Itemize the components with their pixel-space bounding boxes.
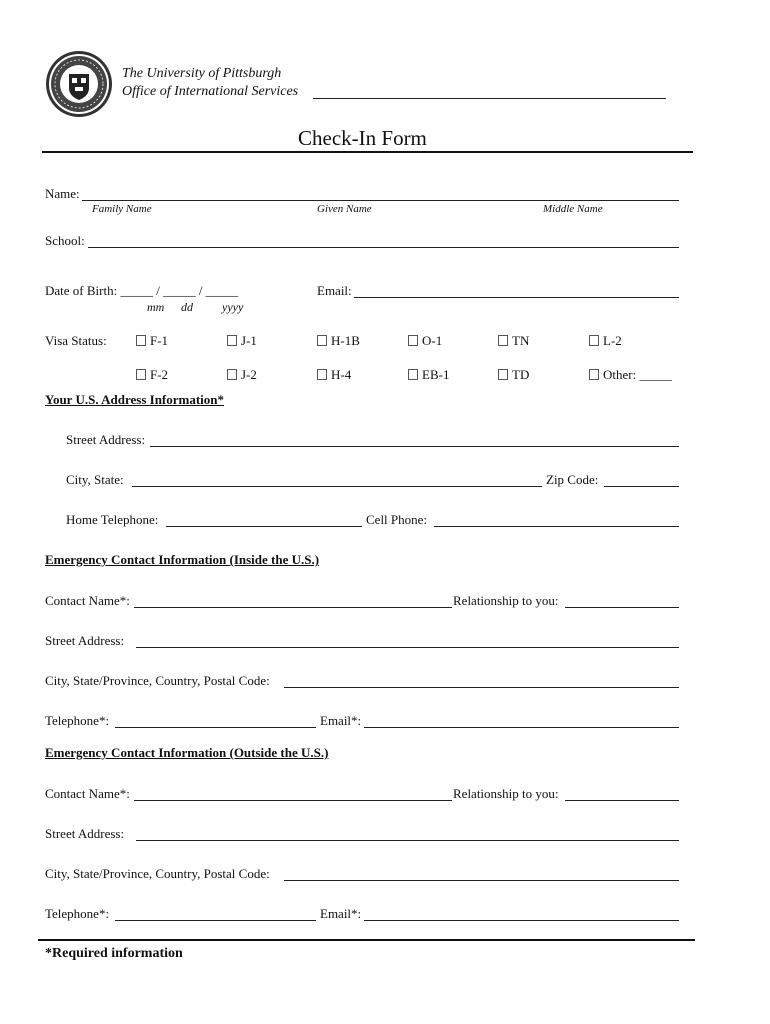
visa-option-other[interactable]: Other: _____	[589, 367, 672, 383]
dob-dd-caption: dd	[181, 300, 193, 314]
outside-relationship-field[interactable]	[565, 800, 679, 801]
outside-telephone-field[interactable]	[115, 920, 316, 921]
inside-contact-label: Contact Name*:	[45, 593, 130, 608]
us-zip-label: Zip Code:	[546, 472, 599, 487]
name-field[interactable]	[82, 200, 679, 201]
email-field[interactable]	[354, 297, 679, 298]
us-zip-field[interactable]	[604, 486, 679, 487]
outside-city-field[interactable]	[284, 880, 679, 881]
us-city-label: City, State:	[66, 472, 124, 487]
us-city-field[interactable]	[132, 486, 542, 487]
checkbox-icon	[227, 335, 237, 346]
visa-option-h1b[interactable]: H-1B	[317, 333, 360, 349]
checkbox-icon	[136, 369, 146, 380]
checkbox-icon	[589, 335, 599, 346]
visa-option-l2[interactable]: L-2	[589, 333, 622, 349]
email-label: Email:	[317, 283, 352, 298]
us-address-heading: Your U.S. Address Information*	[45, 392, 225, 407]
visa-option-j2[interactable]: J-2	[227, 367, 257, 383]
visa-option-h4[interactable]: H-4	[317, 367, 351, 383]
inside-telephone-label: Telephone*:	[45, 713, 110, 728]
dob-yyyy-caption: yyyy	[222, 300, 244, 314]
visa-option-td[interactable]: TD	[498, 367, 529, 383]
outside-contact-field[interactable]	[134, 800, 452, 801]
school-field[interactable]	[88, 247, 679, 248]
checkbox-icon	[317, 369, 327, 380]
inside-email-field[interactable]	[364, 727, 679, 728]
page-title: Check-In Form	[298, 126, 427, 150]
outside-city-label: City, State/Province, Country, Postal Code:	[45, 866, 270, 881]
outside-email-label: Email*:	[320, 906, 362, 921]
outside-telephone-label: Telephone*:	[45, 906, 110, 921]
visa-option-j1[interactable]: J-1	[227, 333, 257, 349]
emergency-outside-heading: Emergency Contact Information (Outside the U.S.)	[45, 745, 329, 760]
inside-relationship-label: Relationship to you:	[453, 593, 559, 608]
cell-phone-field[interactable]	[434, 526, 679, 527]
family-name-caption: Family Name	[92, 203, 152, 215]
visa-option-o1[interactable]: O-1	[408, 333, 442, 349]
name-label: Name:	[45, 186, 80, 201]
emergency-inside-heading: Emergency Contact Information (Inside the U.S.)	[45, 552, 320, 567]
middle-name-caption: Middle Name	[543, 203, 603, 215]
inside-city-label: City, State/Province, Country, Postal Code:	[45, 673, 270, 688]
home-phone-label: Home Telephone:	[66, 512, 159, 527]
dob-label[interactable]: Date of Birth: _____ / _____ / _____	[45, 283, 239, 298]
given-name-caption: Given Name	[317, 203, 372, 215]
checkbox-icon	[408, 369, 418, 380]
checkbox-icon	[498, 335, 508, 346]
checkbox-icon	[136, 335, 146, 346]
dob-mm-caption: mm	[147, 300, 165, 314]
school-label: School:	[45, 233, 85, 248]
outside-contact-label: Contact Name*:	[45, 786, 130, 801]
visa-option-tn[interactable]: TN	[498, 333, 529, 349]
title-rule	[42, 151, 693, 153]
inside-relationship-field[interactable]	[565, 607, 679, 608]
visa-status-label: Visa Status:	[45, 333, 107, 348]
university-seal-logo	[45, 50, 113, 118]
checkbox-icon	[227, 369, 237, 380]
inside-telephone-field[interactable]	[115, 727, 316, 728]
visa-option-f1[interactable]: F-1	[136, 333, 168, 349]
inside-street-field[interactable]	[136, 647, 679, 648]
checkbox-icon	[408, 335, 418, 346]
outside-street-field[interactable]	[136, 840, 679, 841]
outside-relationship-label: Relationship to you:	[453, 786, 559, 801]
office-line	[313, 98, 666, 99]
us-street-label: Street Address:	[66, 432, 146, 447]
footer-rule	[38, 939, 695, 941]
university-name: The University of Pittsburgh	[122, 66, 282, 81]
inside-email-label: Email*:	[320, 713, 362, 728]
us-street-field[interactable]	[150, 446, 679, 447]
checkbox-icon	[589, 369, 599, 380]
visa-option-f2[interactable]: F-2	[136, 367, 168, 383]
outside-street-label: Street Address:	[45, 826, 125, 841]
visa-option-eb1[interactable]: EB-1	[408, 367, 449, 383]
outside-email-field[interactable]	[364, 920, 679, 921]
checkbox-icon	[317, 335, 327, 346]
office-name: Office of International Services	[122, 84, 299, 99]
cell-phone-label: Cell Phone:	[366, 512, 428, 527]
required-note: *Required information	[45, 946, 183, 961]
inside-street-label: Street Address:	[45, 633, 125, 648]
checkbox-icon	[498, 369, 508, 380]
inside-city-field[interactable]	[284, 687, 679, 688]
home-phone-field[interactable]	[166, 526, 362, 527]
inside-contact-field[interactable]	[134, 607, 452, 608]
